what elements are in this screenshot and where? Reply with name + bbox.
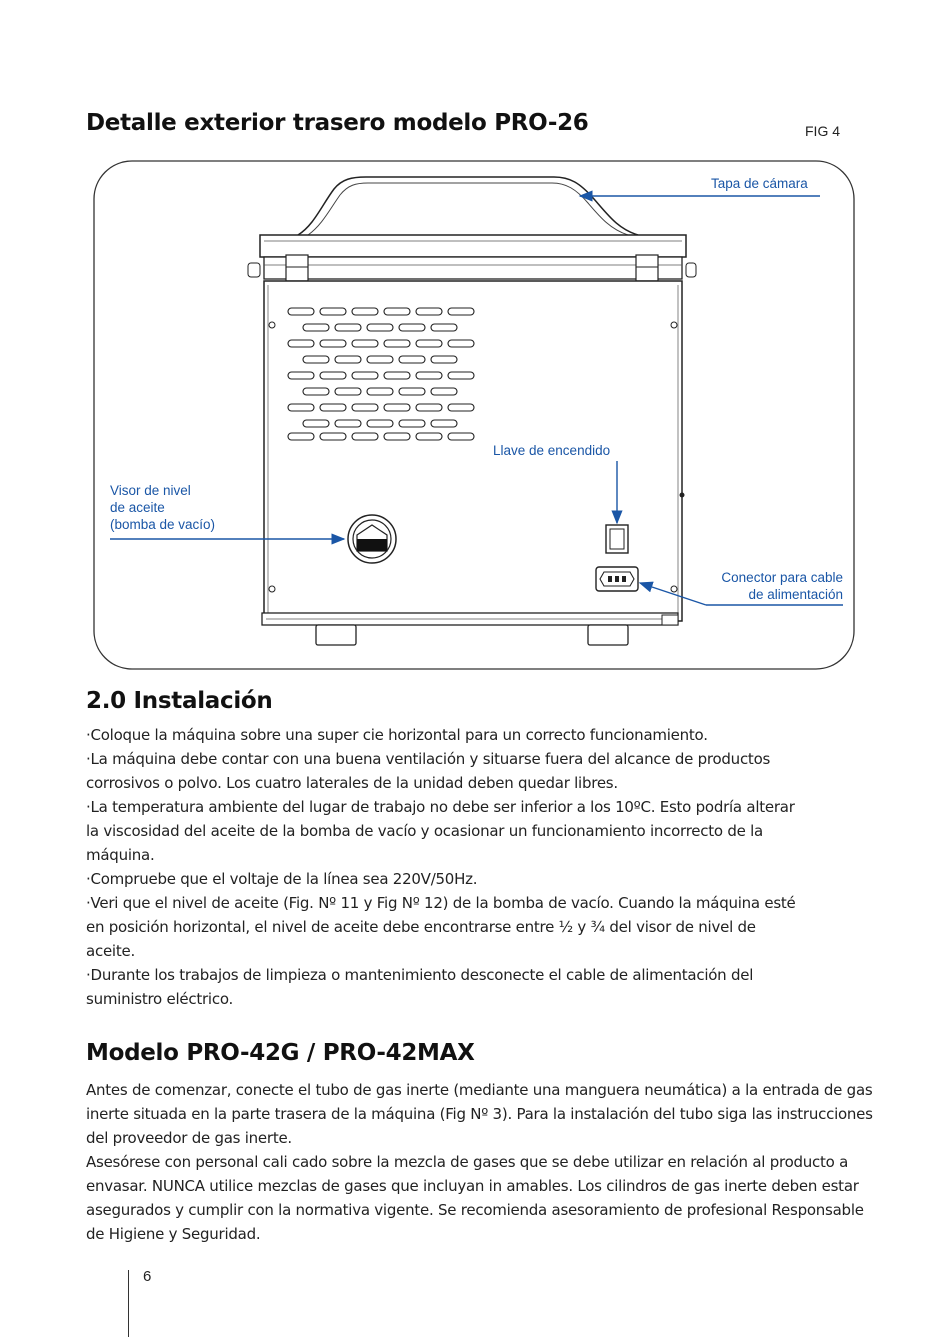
installation-body: [86, 723, 806, 1011]
callout-oil-sight-1: Visor de nivel: [110, 483, 191, 498]
callout-oil-sight-3: (bomba de vacío): [110, 517, 216, 532]
left-foot: [316, 625, 356, 645]
callout-connector-1: Conector para cable: [721, 570, 843, 585]
footer-rule: [128, 1270, 129, 1337]
oil-sight-glass-icon: [348, 515, 396, 563]
model-section-body: [86, 1078, 876, 1246]
callout-oil-sight-2: de aceite: [110, 500, 165, 515]
model-paragraph: Antes de comenzar, conecte el tubo de gas inerte (mediante una manguera neumática) a la entrada de gas inerte situada en la parte trasera de la máquina (Fig Nº 3). Para la instalación del tubo siga las instrucciones del proveedor de gas inerte.: [86, 1081, 873, 1147]
figure-label: FIG 4: [805, 123, 841, 139]
installation-paragraph: ·Compruebe que el voltaje de la línea sea 220V/50Hz.: [86, 870, 478, 888]
model-section-title: Modelo PRO-42G / PRO-42MAX: [86, 1040, 475, 1066]
callout-connector-2: de alimentación: [748, 587, 843, 602]
power-connector-icon: [596, 567, 638, 591]
installation-paragraph: ·Veri que el nivel de aceite (Fig. Nº 11 y Fig Nº 12) de la bomba de vacío. Cuando la máquina esté en posición horizontal, el nivel de aceite debe encontrarse entre ½ y ¾ del visor de nivel de aceite.: [86, 894, 796, 960]
power-switch-icon: [606, 525, 628, 553]
callout-lid: Tapa de cámara: [711, 176, 808, 191]
right-hinge: [636, 255, 658, 281]
rear-view-figure: [86, 155, 864, 675]
installation-paragraph: ·La temperatura ambiente del lugar de trabajo no debe ser inferior a los 10ºC. Esto podría alterar la viscosidad del aceite de la bomba de vacío y ocasionar un funcionamiento incorrecto de la máquina.: [86, 798, 795, 864]
lid-handle: [298, 177, 638, 235]
installation-paragraph: ·Coloque la máquina sobre una super cie horizontal para un correcto funcionamiento.: [86, 726, 708, 744]
page-number: 6: [143, 1268, 152, 1285]
callout-power-switch: Llave de encendido: [493, 443, 611, 458]
rear-detail-title: Detalle exterior trasero modelo PRO-26: [86, 110, 589, 136]
left-hinge: [286, 255, 308, 281]
right-foot: [588, 625, 628, 645]
chamber-lid: [260, 235, 686, 257]
installation-title: 2.0 Instalación: [86, 688, 273, 714]
model-paragraph: Asesórese con personal cali cado sobre la mezcla de gases que se debe utilizar en relación al producto a envasar. NUNCA utilice mezclas de gases que incluyan in amables. Los cilindros de gas inerte deben estar asegurados y cumplir con la normativa vigente. Se recomienda asesoramiento de profesional Responsable de Higiene y Seguridad.: [86, 1153, 864, 1243]
installation-paragraph: ·La máquina debe contar con una buena ventilación y situarse fuera del alcance de productos corrosivos o polvo. Los cuatro laterales de la unidad deben quedar libres.: [86, 750, 771, 792]
installation-paragraph: ·Durante los trabajos de limpieza o mantenimiento desconecte el cable de alimentación del suministro eléctrico.: [86, 966, 754, 1008]
